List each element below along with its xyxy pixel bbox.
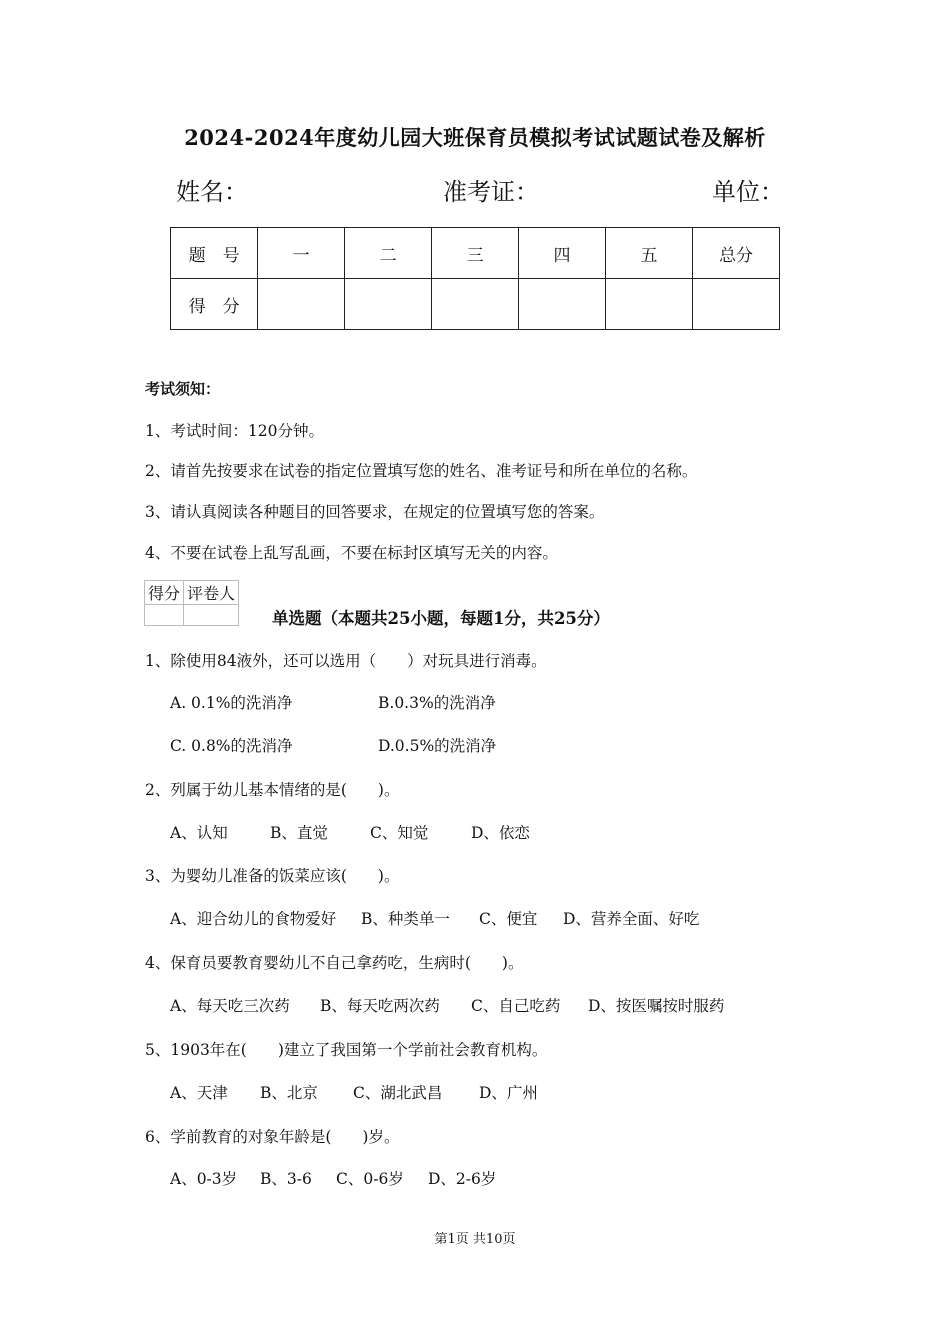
question-option[interactable]: A. 0.1%的洗消净 — [170, 694, 293, 712]
question-stem: 2、列属于幼儿基本情绪的是( )。 — [145, 781, 400, 799]
grader-box — [144, 580, 239, 626]
question-option[interactable]: B、种类单一 — [361, 910, 450, 928]
question-option[interactable]: A、认知 — [170, 824, 228, 842]
question-stem: 1、除使用84液外，还可以选用（ ）对玩具进行消毒。 — [145, 652, 547, 670]
question-option[interactable]: D、2-6岁 — [428, 1170, 497, 1188]
score-cell[interactable] — [519, 279, 606, 330]
score-cell[interactable] — [432, 279, 519, 330]
question-option[interactable]: A、每天吃三次药 — [170, 997, 290, 1015]
score-cell[interactable] — [345, 279, 432, 330]
question-option[interactable]: C、便宜 — [479, 910, 538, 928]
name-field-label: 姓名： — [176, 178, 248, 206]
header-cell: 二 — [345, 228, 432, 279]
question-option[interactable]: A、迎合幼儿的食物爱好 — [170, 910, 337, 928]
score-table-header-row — [171, 228, 780, 279]
header-cell: 四 — [519, 228, 606, 279]
question-option[interactable]: C、湖北武昌 — [353, 1084, 443, 1102]
unit-field-label: 单位： — [712, 178, 784, 206]
header-cell: 题 号 — [171, 228, 258, 279]
grader-score-cell[interactable] — [145, 605, 184, 626]
exam-id-field-label: 准考证： — [443, 178, 539, 206]
score-row-label: 得 分 — [171, 279, 258, 330]
document-title: 2024-2024年度幼儿园大班保育员模拟考试试题试卷及解析 — [184, 125, 766, 150]
page-footer: 第1页 共10页 — [434, 1232, 516, 1247]
question-stem: 4、保育员要教育婴幼儿不自己拿药吃，生病时( )。 — [145, 954, 524, 972]
grader-name-cell[interactable] — [184, 605, 239, 626]
question-option[interactable]: C、自己吃药 — [471, 997, 561, 1015]
score-table — [170, 227, 780, 330]
notice-item: 1、考试时间：120分钟。 — [145, 422, 324, 440]
notice-item: 2、请首先按要求在试卷的指定位置填写您的姓名、准考证号和所在单位的名称。 — [145, 462, 698, 480]
question-option[interactable]: D、按医嘱按时服药 — [588, 997, 725, 1015]
notice-item: 4、不要在试卷上乱写乱画，不要在标封区填写无关的内容。 — [145, 544, 558, 562]
header-cell: 三 — [432, 228, 519, 279]
score-cell[interactable] — [258, 279, 345, 330]
grader-score-label: 得分 — [145, 581, 184, 605]
question-option[interactable]: A、0-3岁 — [170, 1170, 238, 1188]
question-option[interactable]: B、3-6 — [260, 1170, 312, 1188]
score-cell[interactable] — [692, 279, 779, 330]
score-table-score-row — [171, 279, 780, 330]
question-stem: 6、学前教育的对象年龄是( )岁。 — [145, 1128, 400, 1146]
score-cell[interactable] — [606, 279, 693, 330]
question-option[interactable]: C、0-6岁 — [336, 1170, 404, 1188]
question-option[interactable]: B.0.3%的洗消净 — [378, 694, 496, 712]
question-option[interactable]: C、知觉 — [370, 824, 429, 842]
header-cell: 总分 — [692, 228, 779, 279]
question-option[interactable]: A、天津 — [170, 1084, 228, 1102]
header-cell: 五 — [606, 228, 693, 279]
question-stem: 3、为婴幼儿准备的饭菜应该( )。 — [145, 867, 400, 885]
question-option[interactable]: C. 0.8%的洗消净 — [170, 737, 293, 755]
question-option[interactable]: D、依恋 — [471, 824, 530, 842]
question-option[interactable]: B、北京 — [260, 1084, 318, 1102]
question-option[interactable]: D、营养全面、好吃 — [563, 910, 700, 928]
notice-item: 3、请认真阅读各种题目的回答要求，在规定的位置填写您的答案。 — [145, 503, 605, 521]
question-option[interactable]: B、每天吃两次药 — [320, 997, 440, 1015]
header-cell: 一 — [258, 228, 345, 279]
grader-name-label: 评卷人 — [184, 581, 239, 605]
question-option[interactable]: D、广州 — [479, 1084, 538, 1102]
question-stem: 5、1903年在( )建立了我国第一个学前社会教育机构。 — [145, 1041, 548, 1059]
question-option[interactable]: B、直觉 — [270, 824, 328, 842]
notice-title: 考试须知： — [145, 380, 221, 398]
question-option[interactable]: D.0.5%的洗消净 — [378, 737, 497, 755]
section-title: 单选题（本题共25小题，每题1分，共25分） — [272, 609, 610, 628]
